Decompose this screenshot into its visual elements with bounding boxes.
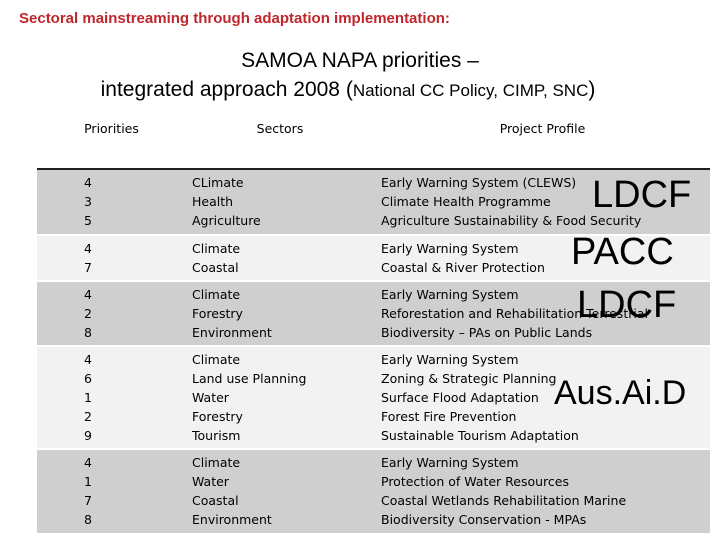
cell-line: 9 bbox=[84, 428, 92, 443]
cell-line: Climate Health Programme bbox=[381, 194, 551, 209]
cell-line: Coastal bbox=[192, 260, 239, 275]
cell-line: Early Warning System bbox=[381, 287, 519, 302]
priorities-cell bbox=[37, 281, 185, 346]
cell-line: 2 bbox=[84, 409, 92, 424]
sectors-cell bbox=[185, 346, 374, 449]
cell-line: Zoning & Strategic Planning bbox=[381, 371, 557, 386]
header-project-profile: Project Profile bbox=[374, 112, 710, 169]
cell-line: Forestry bbox=[192, 409, 243, 424]
cell-line: 3 bbox=[84, 194, 92, 209]
header-priorities: Priorities bbox=[37, 112, 185, 169]
cell-line: Forestry bbox=[192, 306, 243, 321]
cell-line: 1 bbox=[84, 474, 92, 489]
funder-label-pacc: PACC bbox=[571, 231, 674, 273]
priorities-cell bbox=[37, 346, 185, 449]
title-sources-text: National CC Policy, CIMP, SNC bbox=[352, 81, 589, 100]
cell-line: Biodiversity – PAs on Public Lands bbox=[381, 325, 593, 340]
priorities-cell bbox=[37, 169, 185, 235]
cell-line: Land use Planning bbox=[192, 371, 307, 386]
cell-line: Early Warning System (CLEWS) bbox=[381, 175, 577, 190]
cell-line: Early Warning System bbox=[381, 455, 519, 470]
cell-line: 4 bbox=[84, 455, 92, 470]
funder-label-ldcf-2: LDCF bbox=[577, 284, 677, 326]
cell-line: Tourism bbox=[192, 428, 241, 443]
cell-line: 5 bbox=[84, 213, 92, 228]
slide-title-line-2 bbox=[0, 78, 708, 102]
cell-line: Early Warning System bbox=[381, 352, 519, 367]
cell-line: Water bbox=[192, 390, 229, 405]
cell-line: 4 bbox=[84, 287, 92, 302]
cell-line: Coastal Wetlands Rehabilitation Marine bbox=[381, 493, 627, 508]
header-sectors: Sectors bbox=[185, 112, 374, 169]
funder-label-ausaid: Aus.Ai.D bbox=[554, 374, 687, 412]
cell-line: Environment bbox=[192, 325, 272, 340]
cell-line: 7 bbox=[84, 260, 92, 275]
cell-line: 4 bbox=[84, 175, 92, 190]
cell-line: Coastal & River Protection bbox=[381, 260, 545, 275]
table-header-row bbox=[37, 112, 710, 169]
table-row bbox=[37, 449, 710, 533]
cell-line: Reforestation and Rehabilitation Terrestrial bbox=[381, 306, 648, 321]
slide-heading: Sectoral mainstreaming through adaptation implementation: bbox=[19, 10, 450, 27]
cell-line: 2 bbox=[84, 306, 92, 321]
cell-line: 1 bbox=[84, 390, 92, 405]
cell-line: Climate bbox=[192, 455, 241, 470]
cell-line: Water bbox=[192, 474, 229, 489]
cell-line: Surface Flood Adaptation bbox=[381, 390, 539, 405]
cell-line: CLimate bbox=[192, 175, 244, 190]
cell-line: 8 bbox=[84, 325, 92, 340]
sectors-cell bbox=[185, 235, 374, 281]
cell-line: 7 bbox=[84, 493, 92, 508]
cell-line: Climate bbox=[192, 287, 241, 302]
cell-line: Sustainable Tourism Adaptation bbox=[381, 428, 579, 443]
title-main-text: integrated approach 2008 ( bbox=[100, 78, 353, 101]
sectors-cell bbox=[185, 281, 374, 346]
sectors-cell bbox=[185, 449, 374, 533]
title-close-paren: ) bbox=[588, 78, 596, 101]
cell-line: 6 bbox=[84, 371, 92, 386]
cell-line: Early Warning System bbox=[381, 241, 519, 256]
cell-line: Agriculture Sustainability & Food Security bbox=[381, 213, 642, 228]
cell-line: Forest Fire Prevention bbox=[381, 409, 517, 424]
cell-line: Biodiversity Conservation - MPAs bbox=[381, 512, 587, 527]
cell-line: Health bbox=[192, 194, 234, 209]
funder-label-ldcf: LDCF bbox=[592, 174, 692, 216]
cell-line: Agriculture bbox=[192, 213, 261, 228]
priorities-cell bbox=[37, 449, 185, 533]
cell-line: Protection of Water Resources bbox=[381, 474, 569, 489]
cell-line: 8 bbox=[84, 512, 92, 527]
cell-line: Coastal bbox=[192, 493, 239, 508]
cell-line: Climate bbox=[192, 241, 241, 256]
sectors-cell bbox=[185, 169, 374, 235]
slide-title-line-1: SAMOA NAPA priorities – bbox=[241, 49, 479, 72]
priorities-cell bbox=[37, 235, 185, 281]
cell-line: Climate bbox=[192, 352, 241, 367]
cell-line: Environment bbox=[192, 512, 272, 527]
cell-line: 4 bbox=[84, 241, 92, 256]
cell-line: 4 bbox=[84, 352, 92, 367]
profile-cell bbox=[374, 449, 710, 533]
